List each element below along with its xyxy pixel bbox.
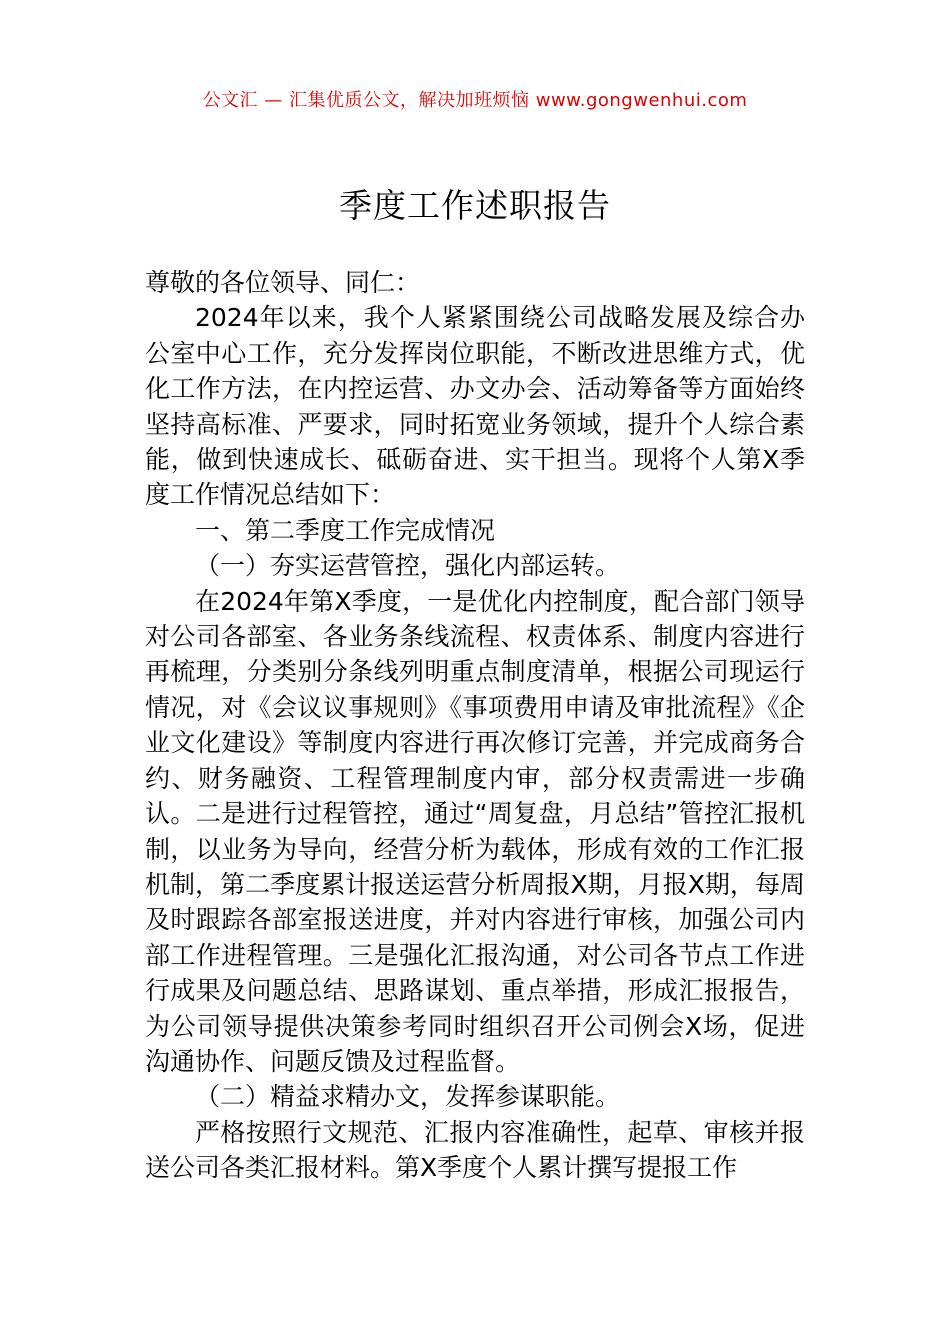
section-heading: 一、第二季度工作完成情况 [195, 515, 496, 545]
document-title: 季度工作述职报告 [339, 186, 611, 225]
document-body [145, 265, 805, 1186]
body-paragraph: 在2024年第X季度，一是优化内控制度，配合部门领导对公司各部室、各业务条线流程、权责体系、制度内容进行再梳理，分类别分条线列明重点制度清单，根据公司现运行情况，对《会议议事规则》《事项费用申请及审批流程》《企业文化建设》等制度内容进行再次修订完善，并完成商务合约、财务融资、工程管理制度内审，部分权责需进一步确认。二是进行过程管控，通过“周复盘，月总结”管控汇报机制，以业务为导向，经营分析为载体，形成有效的工作汇报机制，第二季度累计报送运营分析周报X期，月报X期，每周及时跟踪各部室报送进度，并对内容进行审核，加强公司内部工作进程管理。三是强化汇报沟通，对公司各节点工作进行成果及问题总结、思路谋划、重点举措，形成汇报报告，为公司领导提供决策参考同时组织召开公司例会X场，促进沟通协作、问题反馈及过程监督。 [145, 586, 805, 1076]
intro-paragraph: 2024年以来，我个人紧紧围绕公司战略发展及综合办公室中心工作，充分发挥岗位职能，不断改进思维方式，优化工作方法，在内控运营、办文办会、活动筹备等方面始终坚持高标准、严要求，同时拓宽业务领域，提升个人综合素能，做到快速成长、砥砺奋进、实干担当。现将个人第X季度工作情况总结如下： [145, 303, 805, 510]
header-banner: 公文汇 — 汇集优质公文，解决加班烦恼 www.gongwenhui.com [202, 90, 748, 111]
subsection-heading: （一）夯实运营管控，强化内部运转。 [195, 551, 621, 581]
body-paragraph: 严格按照行文规范、汇报内容准确性，起草、审核并报送公司各类汇报材料。第X季度个人累计撰写提报工作 [145, 1117, 805, 1183]
subsection-heading: （二）精益求精办文，发挥参谋职能。 [195, 1082, 621, 1112]
salutation: 尊敬的各位领导、同仁： [145, 268, 421, 297]
